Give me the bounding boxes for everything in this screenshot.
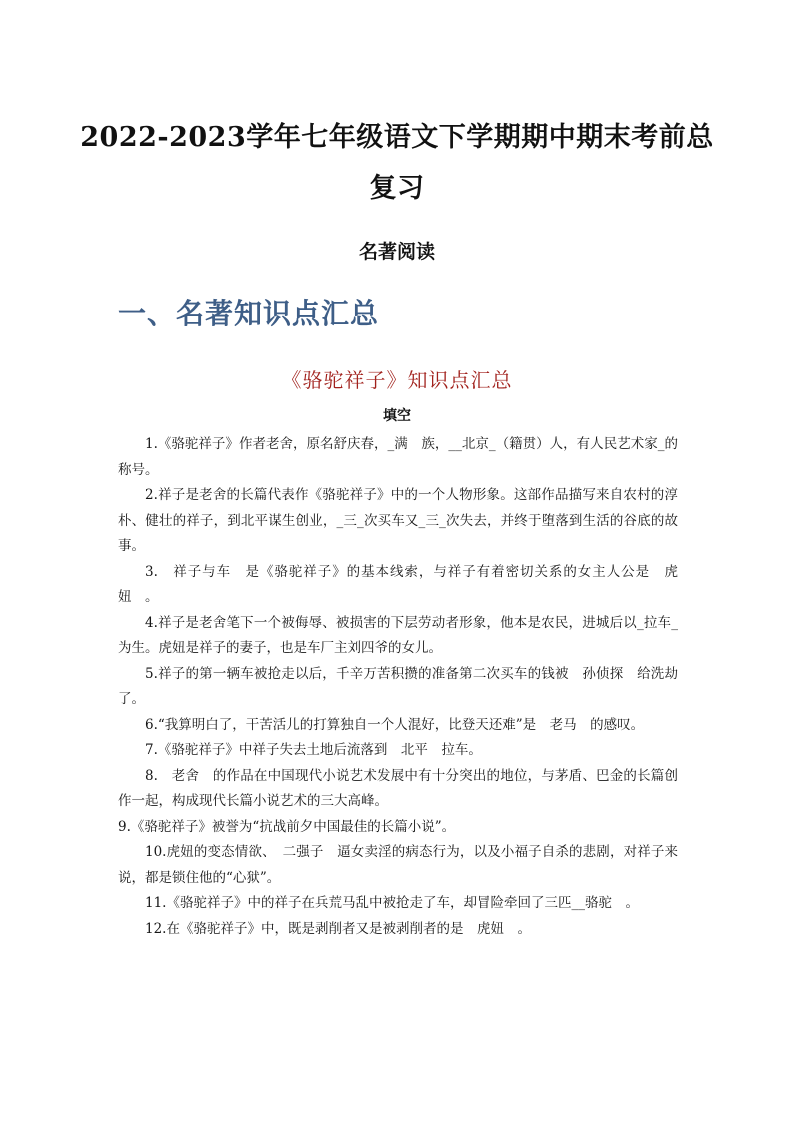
question-item-5: 5.祥子的第一辆车被抢走以后，千辛万苦积攒的准备第二次买车的钱被 孙侦探 给洗劫了。 bbox=[118, 665, 678, 707]
question-item-11: 11.《骆驼祥子》中的祥子在兵荒马乱中被抢走了车，却冒险牵回了三匹__骆驼 。 bbox=[145, 895, 639, 911]
document-subtitle: 名著阅读 bbox=[358, 241, 435, 263]
question-item-8: 8. 老舍 的作品在中国现代小说艺术发展中有十分突出的地位，与茅盾、巴金的长篇创作一起，构成现代长篇小说艺术的三大高峰。 bbox=[118, 767, 678, 809]
fill-in-label: 填空 bbox=[383, 408, 411, 424]
question-item-12: 12.在《骆驼祥子》中，既是剥削者又是被剥削者的是 虎妞 。 bbox=[145, 920, 531, 937]
question-list bbox=[118, 432, 678, 942]
question-item-2: 2.祥子是老舍的长篇代表作《骆驼祥子》中的一个人物形象。这部作品描写来自农村的淳朴、健壮的祥子，到北平谋生创业，_三_次买车又_三_次失去，并终于堕落到生活的谷底的故事。 bbox=[118, 487, 678, 554]
question-item-1: 1.《骆驼祥子》作者老舍，原名舒庆春，_满 族，__北京_（籍贯）人，有人民艺术家_的称号。 bbox=[118, 436, 678, 478]
question-item-7: 7.《骆驼祥子》中祥子失去土地后流落到 北平 拉车。 bbox=[145, 742, 482, 758]
book-heading: 《骆驼祥子》知识点汇总 bbox=[281, 368, 513, 392]
question-item-4: 4.祥子是老舍笔下一个被侮辱、被损害的下层劳动者形象，他本是农民，进城后以_拉车_为生。虎妞是祥子的妻子，也是车厂主刘四爷的女儿。 bbox=[118, 614, 678, 656]
document-title-line-1: 2022-2023学年七年级语文下学期期中期末考前总 bbox=[80, 122, 714, 153]
section-heading: 一、名著知识点汇总 bbox=[118, 297, 380, 330]
question-item-6: 6.“我算明白了，干苦活儿的打算独自一个人混好，比登天还难”是 老马 的感叹。 bbox=[145, 716, 645, 733]
question-item-3: 3. 祥子与车 是《骆驼祥子》的基本线索，与祥子有着密切关系的女主人公是 虎妞 。 bbox=[118, 563, 678, 605]
document-title-line-2: 复习 bbox=[369, 173, 425, 204]
question-item-9: 9.《骆驼祥子》被誉为“抗战前夕中国最佳的长篇小说”。 bbox=[118, 818, 456, 835]
question-item-10: 10.虎妞的变态情欲、 二强子 逼女卖淫的病态行为，以及小福子自杀的悲剧，对祥子来说，都是锁住他的“心狱”。 bbox=[118, 844, 678, 886]
